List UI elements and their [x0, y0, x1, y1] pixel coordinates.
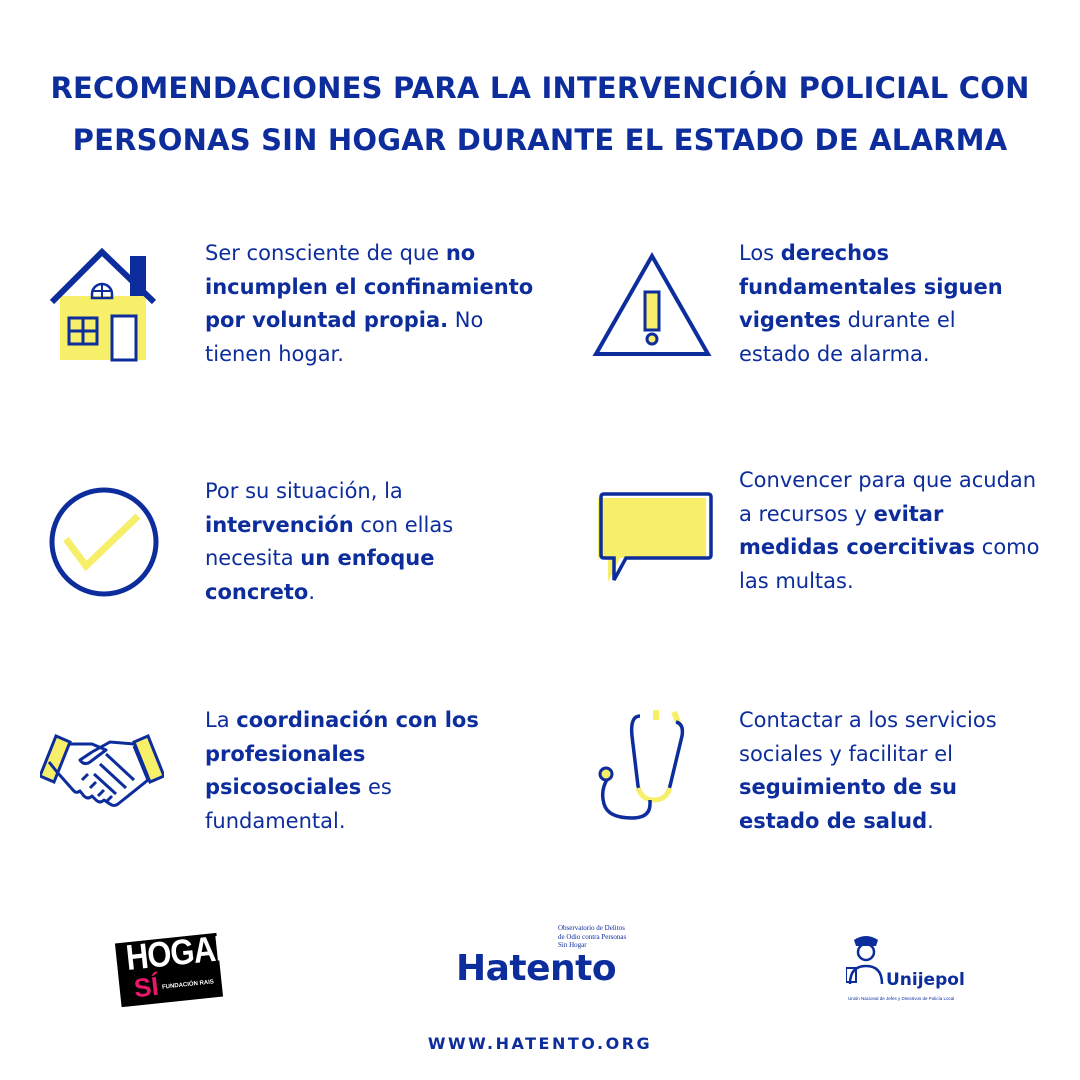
body-text: Contactar a los servicios sociales y facilitar el [739, 708, 997, 766]
unijepol-name: Unijepol [886, 970, 965, 990]
body-text: durante el estado de alarma. [739, 308, 956, 366]
house-icon [46, 246, 162, 362]
card-3-text [205, 475, 495, 609]
footer-url[interactable]: WWW.HATENTO.ORG [427, 1034, 653, 1053]
hatento-logo [454, 922, 634, 994]
hogar-si-word1: HOGAR [124, 926, 238, 979]
hogar-si-word2: SÍ [132, 970, 161, 1004]
card-4-text [739, 464, 1044, 598]
stethoscope-icon [586, 706, 700, 822]
highlight-text: coordinación con los profesionales psicosociales [205, 708, 479, 799]
card-1-text [205, 237, 550, 371]
unijepol-subtitle: Unión Nacional de Jefes y Directivos de Policía Local [848, 996, 955, 1001]
body-text: como las multas. [739, 535, 1040, 593]
title-line-2: PERSONAS SIN HOGAR DURANTE EL ESTADO DE ALARMA [72, 123, 1008, 157]
body-text: No tienen hogar. [205, 308, 484, 366]
card-2-text [739, 237, 1029, 371]
highlight-text: seguimiento de su estado de salud [739, 775, 958, 833]
highlight-text: evitar medidas coercitivas [739, 501, 976, 559]
body-text: es fundamental. [205, 775, 392, 833]
warning-icon [592, 250, 712, 360]
body-text: Por su situación, la [205, 479, 403, 503]
body-text: Ser consciente de que [205, 241, 446, 265]
body-text: Convencer para que acudan a recursos y [739, 468, 1037, 526]
hogar-si-tag: FUNDACIÓN RAIS [161, 979, 215, 991]
unijepol-logo [842, 930, 978, 1010]
body-text: Los [739, 241, 781, 265]
hogar-si-logo [118, 926, 238, 1006]
highlight-text: un enfoque concreto [205, 546, 435, 604]
hatento-wordmark: Hatento [456, 948, 617, 989]
body-text: . [927, 808, 934, 833]
body-text: con ellas necesita [205, 512, 454, 570]
hatento-subtitle-line-1: Observatorio de Delitos [558, 924, 625, 932]
hatento-subtitle-line-3: Sin Hogar [558, 941, 587, 949]
highlight-text: no incumplen el confinamiento por voluntad propia. [205, 241, 534, 332]
speech-bubble-icon [594, 488, 714, 588]
card-6-text [739, 704, 1014, 838]
police-officer-icon [846, 932, 886, 986]
body-text: . [308, 579, 316, 604]
checkmark-icon [46, 484, 162, 600]
hatento-subtitle-line-2: de Odio contra Personas [558, 932, 627, 941]
title-line-1: RECOMENDACIONES PARA LA INTERVENCIÓN POLICIAL CON [50, 71, 1030, 105]
highlight-text: derechos fundamentales siguen vigentes [739, 241, 1003, 332]
handshake-icon [40, 728, 164, 814]
highlight-text: intervención [205, 512, 354, 537]
page-title [0, 62, 1080, 166]
card-5-text [205, 704, 480, 838]
body-text: La [205, 708, 237, 732]
